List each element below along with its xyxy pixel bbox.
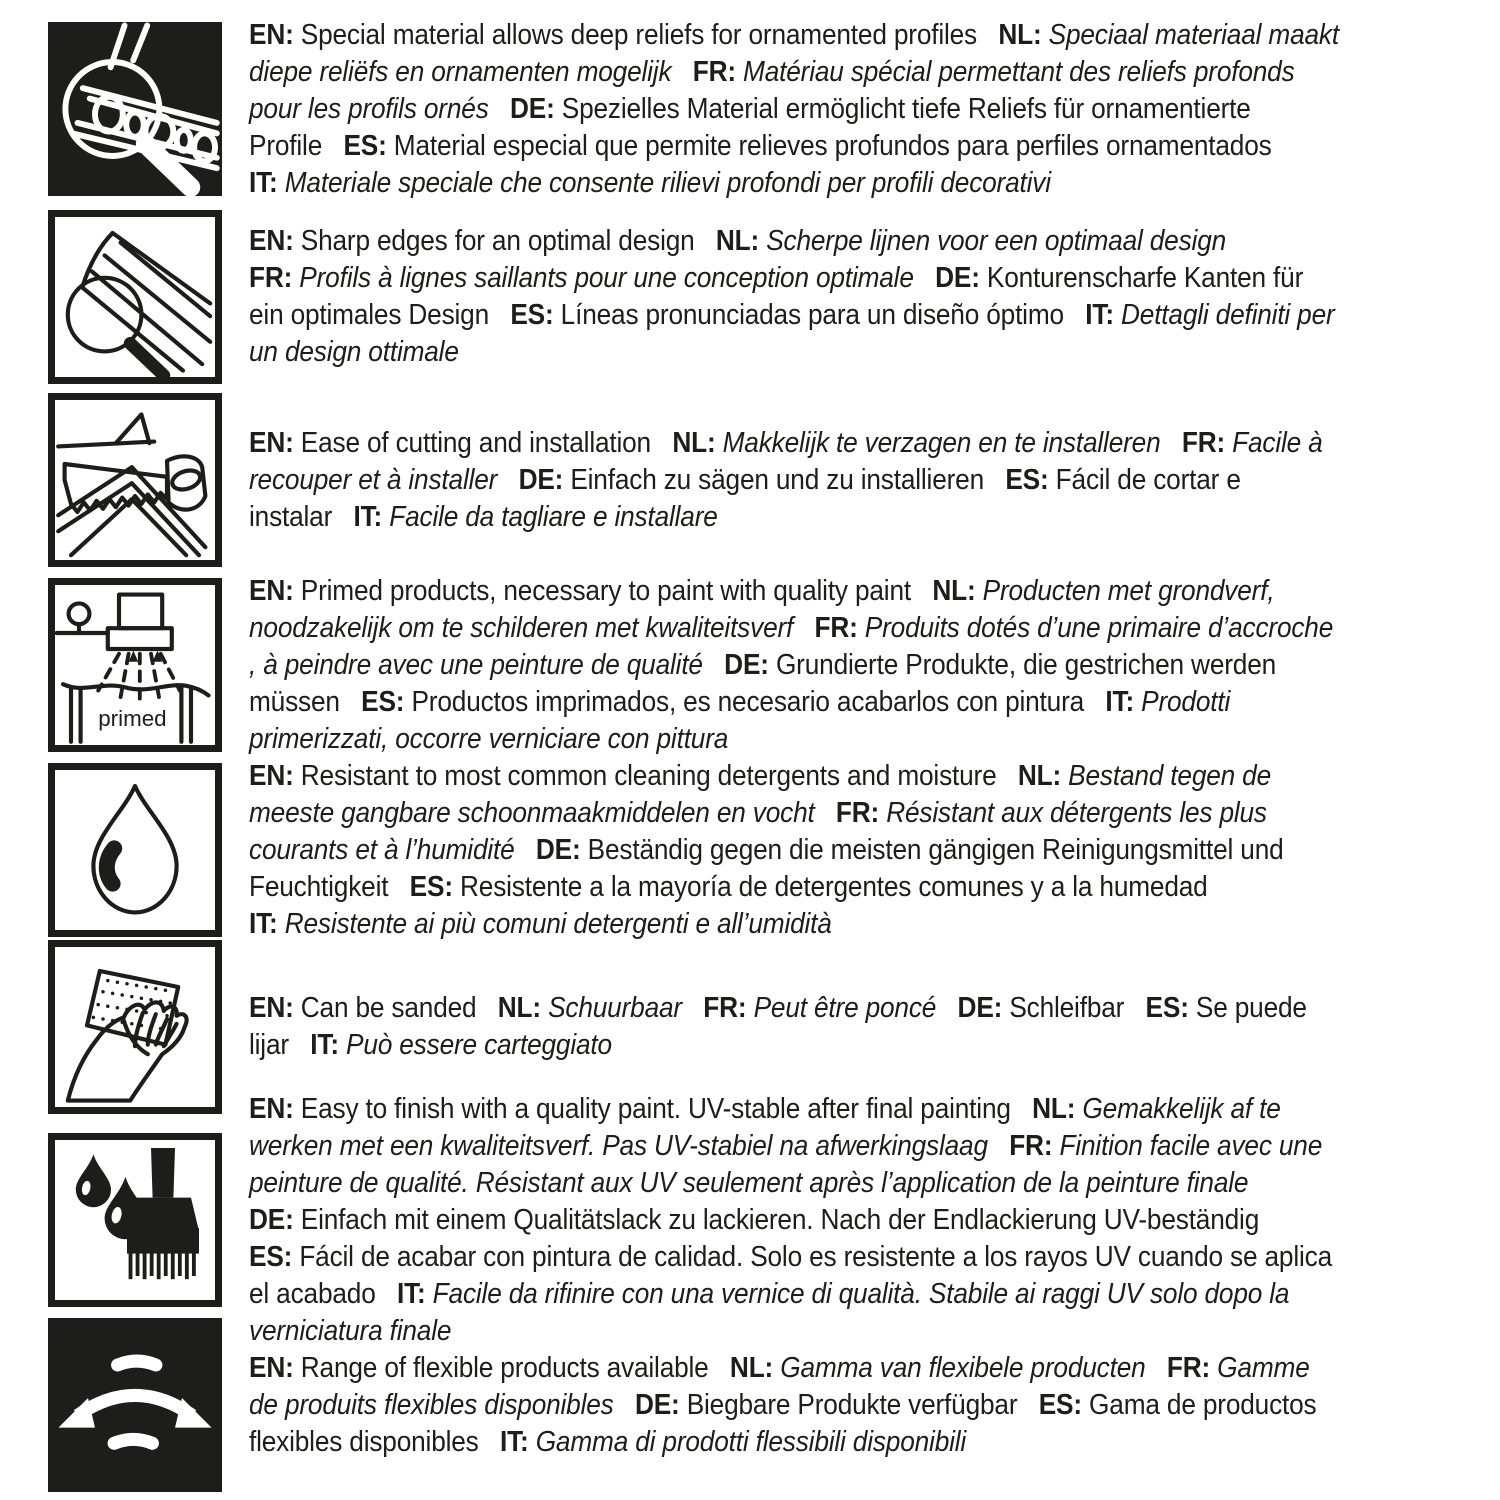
lang-label-en: EN: [249, 426, 294, 459]
lang-text-en: Resistant to most common cleaning detergents and moisture [300, 759, 997, 792]
lang-label-es: ES: [361, 685, 405, 718]
feature-row-reliefs [48, 18, 1458, 199]
lang-text-fr: Profils à lignes saillants pour une conception optimale [299, 262, 914, 294]
moisture-drop-icon [48, 763, 222, 937]
lang-label-es: ES: [1005, 463, 1049, 496]
lang-text-it: Resistente ai più comuni detergenti e all’umidità [284, 907, 832, 940]
lang-text-es: Fácil de cortar e instalar [249, 463, 1241, 533]
lang-text-de: Beständig gegen die meisten gängigen Reinigungsmittel und Feuchtigkeit [249, 833, 1284, 903]
lang-label-de: DE: [957, 992, 1003, 1024]
lang-label-nl: NL: [932, 574, 976, 607]
feature-row-finish-paint [48, 1092, 1458, 1347]
feature-text [249, 573, 1343, 758]
lang-text-en: Easy to finish with a quality paint. UV-stable after final painting [300, 1092, 1011, 1125]
lang-text-en: Special material allows deep reliefs for ornamented profiles [300, 18, 978, 51]
lang-label-de: DE: [249, 1203, 294, 1236]
feature-text [249, 1350, 1343, 1461]
lang-text-en: Range of flexible products available [300, 1351, 709, 1384]
lang-label-fr: FR: [692, 55, 736, 88]
lang-text-de: Einfach zu sägen und zu installieren [570, 463, 985, 496]
lang-label-fr: FR: [814, 611, 858, 644]
lang-text-de: Konturenscharfe Kanten für ein optimales Design [249, 262, 1304, 331]
feature-row-primed [48, 574, 1458, 755]
lang-label-it: IT: [499, 1425, 529, 1458]
lang-text-it: Facile da tagliare e installare [389, 500, 718, 533]
flexible-bend-icon [48, 1318, 222, 1492]
feature-text [249, 1091, 1343, 1350]
lang-label-nl: NL: [1017, 759, 1062, 792]
lang-label-de: DE: [935, 262, 980, 294]
lang-label-it: IT: [249, 907, 278, 940]
lang-label-it: IT: [249, 166, 278, 199]
sanding-hand-icon [48, 940, 222, 1114]
lang-label-fr: FR: [835, 796, 880, 829]
lang-text-en: Sharp edges for an optimal design [300, 225, 695, 257]
feature-row-sanding [48, 940, 1458, 1114]
lang-label-fr: FR: [249, 262, 293, 294]
paint-brush-drops-icon [48, 1133, 222, 1307]
lang-text-nl: Speciaal materiaal maakt diepe reliëfs en ornamenten mogelijk [249, 18, 1339, 88]
feature-text [249, 758, 1343, 943]
feature-text [249, 425, 1343, 536]
lang-text-fr: Gamme de produits flexibles disponibles [249, 1351, 1310, 1421]
ornament-relief-icon [48, 22, 222, 196]
lang-label-en: EN: [249, 1092, 294, 1125]
lang-label-en: EN: [249, 574, 294, 607]
lang-text-es: Productos imprimados, es necesario acabarlos con pintura [411, 685, 1085, 718]
lang-label-fr: FR: [1009, 1129, 1053, 1162]
lang-text-fr: Facile à recouper et à installer [249, 426, 1323, 496]
lang-text-it: Facile da rifinire con una vernice di qualità. Stabile ai raggi UV solo dopo la verniciatura finale [249, 1277, 1290, 1347]
lang-text-fr: Finition facile avec une peinture de qualité. Résistant aux UV seulement après l’application de la peinture finale [249, 1129, 1323, 1199]
lang-text-es: Fácil de acabar con pintura de calidad. Solo es resistente a los rayos UV cuando se aplica el acabado [249, 1240, 1332, 1310]
lang-text-es: Se puede lijar [249, 992, 1307, 1061]
lang-label-it: IT: [353, 500, 383, 533]
lang-label-nl: NL: [672, 426, 716, 459]
lang-text-nl: Makkelijk te verzagen en te installeren [722, 426, 1161, 459]
feature-row-sharp-edges [48, 210, 1458, 384]
lang-label-nl: NL: [497, 992, 541, 1024]
lang-label-en: EN: [249, 1351, 294, 1384]
lang-text-es: Gama de productos flexibles disponibles [249, 1388, 1317, 1458]
lang-text-nl: Bestand tegen de meeste gangbare schoonmaakmiddelen en vocht [249, 759, 1272, 829]
lang-label-es: ES: [1145, 992, 1189, 1024]
lang-text-de: Spezielles Material ermöglicht tiefe Reliefs für ornamentierte Profile [249, 92, 1251, 162]
lang-text-it: Prodotti primerizzati, occorre verniciare con pittura [249, 685, 1231, 755]
lang-label-nl: NL: [1032, 1092, 1076, 1125]
lang-text-de: Biegbare Produkte verfügbar [686, 1388, 1018, 1421]
lang-label-es: ES: [409, 870, 453, 903]
lang-label-de: DE: [509, 92, 555, 125]
lang-label-es: ES: [343, 129, 387, 162]
lang-label-it: IT: [1105, 685, 1135, 718]
lang-text-it: Può essere carteggiato [346, 1029, 612, 1061]
lang-text-en: Can be sanded [300, 992, 477, 1024]
lang-text-fr: Matériau spécial permettant des reliefs profonds pour les profils ornés [249, 55, 1295, 125]
lang-text-nl: Producten met grondverf, noodzakelijk om te schilderen met kwaliteitsverf [249, 574, 1275, 644]
primed-label: primed [98, 705, 167, 731]
feature-text [249, 17, 1343, 202]
lang-text-de: Schleifbar [1009, 992, 1125, 1024]
lang-label-en: EN: [249, 18, 294, 51]
lang-label-fr: FR: [1166, 1351, 1211, 1384]
lang-label-en: EN: [249, 225, 294, 257]
lang-label-nl: NL: [998, 18, 1042, 51]
feature-row-flexible [48, 1318, 1458, 1492]
lang-text-nl: Gamma van flexibele producten [780, 1351, 1146, 1384]
lang-label-fr: FR: [703, 992, 747, 1024]
primer-spray-icon [48, 578, 222, 752]
lang-label-es: ES: [510, 299, 554, 331]
lang-text-it: Gamma di prodotti flessibili disponibili [535, 1425, 967, 1458]
lang-text-nl: Scherpe lijnen voor een optimaal design [766, 225, 1227, 257]
feature-text [249, 223, 1343, 371]
lang-label-de: DE: [518, 463, 564, 496]
lang-text-it: Materiale speciale che consente rilievi profondi per profili decorativi [284, 166, 1051, 199]
lang-text-nl: Schuurbaar [548, 992, 682, 1024]
lang-label-it: IT: [396, 1277, 426, 1310]
feature-text [249, 990, 1343, 1064]
lang-label-de: DE: [634, 1388, 680, 1421]
feature-row-moisture [48, 759, 1458, 940]
lang-text-de: Einfach mit einem Qualitätslack zu lackieren. Nach der Endlackierung UV-beständig [300, 1203, 1260, 1236]
lang-text-fr: Peut être poncé [753, 992, 937, 1024]
sharp-edges-icon [48, 210, 222, 384]
lang-label-es: ES: [249, 1240, 293, 1273]
lang-text-nl: Gemakkelijk af te werken met een kwaliteitsverf. Pas UV-stabiel na afwerkingslaag [249, 1092, 1281, 1162]
feature-row-cutting [48, 393, 1458, 567]
lang-text-en: Ease of cutting and installation [300, 426, 651, 459]
lang-label-nl: NL: [715, 225, 760, 257]
lang-text-es: Líneas pronunciadas para un diseño óptimo [560, 299, 1064, 331]
saw-cutting-icon [48, 393, 222, 567]
lang-label-de: DE: [724, 648, 769, 681]
lang-text-it: Dettagli definiti per un design ottimale [249, 299, 1335, 368]
lang-text-es: Resistente a la mayoría de detergentes comunes y a la humedad [460, 870, 1208, 903]
lang-text-en: Primed products, necessary to paint with quality paint [300, 574, 911, 607]
lang-label-fr: FR: [1181, 426, 1226, 459]
lang-label-en: EN: [249, 759, 294, 792]
lang-label-en: EN: [249, 992, 294, 1024]
lang-text-fr: Produits dotés d’une primaire d’accroche , à peindre avec une peinture de qualité [249, 611, 1334, 681]
lang-label-nl: NL: [729, 1351, 774, 1384]
lang-text-es: Material especial que permite relieves profundos para perfiles ornamentados [393, 129, 1272, 162]
lang-label-de: DE: [535, 833, 581, 866]
lang-text-de: Grundierte Produkte, die gestrichen werden müssen [249, 648, 1277, 718]
lang-text-fr: Résistant aux détergents les plus courants et à l’humidité [249, 796, 1267, 866]
lang-label-es: ES: [1038, 1388, 1082, 1421]
lang-label-it: IT: [310, 1029, 339, 1061]
lang-label-it: IT: [1085, 299, 1114, 331]
